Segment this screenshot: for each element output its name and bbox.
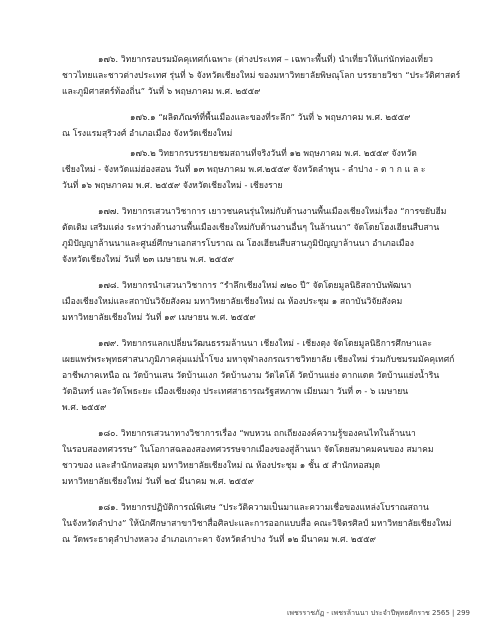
item-178-line-3: มหาวิทยาลัยเชียงใหม่ วันที่ ๑๙ เมษายน พ.ศ. ๒๕๕๙	[62, 313, 256, 323]
item-177-line-1: ๑๗๗. วิทยากรเสวนาวิชาการ เยาวชนคนรุ่นใหม่กับด้านงานพื้นเมืองเชียงใหม่เรื่อง “การขยับฮีม	[98, 207, 447, 217]
item-180-line-4: มหาวิทยาลัยเชียงใหม่ วันที่ ๒๔ มีนาคม พ.ศ. ๒๕๕๙	[62, 477, 254, 487]
item-180-line-1: ๑๘๐. วิทยากรเสวนาทางวิชาการเรื่อง “พบหวน ถกเถียงองค์ความรู้ของคนไทในล้านนา	[98, 429, 416, 439]
item-179-line-5: พ.ศ. ๒๕๕๙	[62, 403, 107, 413]
item-176-2-line-2: เชียงใหม่ - จังหวัดแม่ฮ่องสอน วันที่ ๑๓ พฤษภาคม พ.ศ.๒๕๕๙ จังหวัดลำพูน - ลำปาง - ต า ก แ ล ะ	[62, 165, 426, 175]
item-181-line-1: ๑๘๑. วิทยากรปฏิบัติการณ์พิเศษ “ประวัติความเป็นมาและความเชื่อของแหล่งโบราณสถาน	[98, 503, 429, 513]
item-179-line-3: อาชีพภาคเหนือ ณ วัดบ้านเสน วัดบ้านแงก วัดบ้านงาม วัดไตโต้ วัดบ้านแย่ง ตากแดด วัดบ้านแย่งน้ำริน	[62, 371, 440, 381]
item-180-line-3: ชาวของ และสำนักหอสมุด มหาวิทยาลัยเชียงใหม่ ณ ห้องประชุม ๑ ชั้น ๕ สำนักหอสมุด	[62, 461, 381, 471]
item-176-line-1: ๑๗๖. วิทยากรอบรมมัคคุเทศก์เฉพาะ (ต่างประเทศ – เฉพาะพื้นที่) นำเที่ยวให้แก่นักท่องเที่ยว	[98, 55, 433, 65]
item-178-line-2: เมืองเชียงใหม่และสถาบันวิจัยสังคม มหาวิทยาลัยเชียงใหม่ ณ ห้องประชุม ๑ สถาบันวิจัยสังคม	[62, 297, 403, 307]
item-177-line-3: ภูมิปัญญาล้านนาและศูนย์ศึกษาเอกสารโบราณ ณ โฮงเฮียนสืบสานภูมิปัญญาล้านนา อำเภอเมือง	[62, 239, 414, 249]
item-179-line-1: ๑๗๙. วิทยากรแลกเปลี่ยนวัฒนธรรมล้านนา เชียงใหม่ - เชียงตุง จัดโดยมูลนิธิการศึกษาและ	[98, 339, 432, 349]
page-footer: เพชรราชภัฏ - เพชรล้านนา ประจำปีพุทธศักราช 2565 | 299	[287, 609, 470, 617]
item-180-line-2: ในรอบสองทศวรรษ” ในโอกาสฉลองสองทศวรรษจากเมืองของสู่ล้านนา จัดโดยสมาคมคนของ สมาคม	[62, 445, 434, 455]
item-178-line-1: ๑๗๘. วิทยากรนำเสวนาวิชาการ “รำลึกเชียงใหม่ ๗๒๐ ปี” จัดโดยมูลนิธิสถาบันพัฒนา	[98, 281, 412, 291]
item-176-2-line-1: ๑๗๖.๒ วิทยากรบรรยายชมสถานที่จริงวันที่ ๑๒ พฤษภาคม พ.ศ. ๒๕๕๙ จังหวัด	[130, 149, 417, 159]
item-176-line-2: ชาวไทยและชาวต่างประเทศ รุ่นที่ ๖ จังหวัดเชียงใหม่ ของมหาวิทยาลัยพิษณุโลก บรรยายวิชา “ประวัติศาสตร์	[62, 71, 461, 81]
item-176-2-line-3: วันที่ ๑๖ พฤษภาคม พ.ศ. ๒๕๕๙ จังหวัดเชียงใหม่ - เชียงราย	[62, 181, 283, 191]
item-179-line-2: เผยแพร่พระพุทธศาสนาภูมิภาคลุ่มแม่น้ำโขง มหาจุฬาลงกรณราชวิทยาลัย เชียงใหม่ ร่วมกับชมรมมัคคุเทศก์	[62, 355, 455, 365]
item-177-line-2: ตัดเติม เสริมแต่ง ระหว่างด้านงานพื้นเมืองเชียงใหม่กับด้านงานอื่นๆ ในล้านนา” จัดโดยโฮงเฮียนสืบสาน	[62, 223, 440, 233]
item-176-1-line-2: ณ โรงแรมสุริวงศ์ อำเภอเมือง จังหวัดเชียงใหม่	[62, 129, 233, 139]
item-177-line-4: จังหวัดเชียงใหม่ วันที่ ๒๓ เมษายน พ.ศ. ๒๕๕๙	[62, 255, 234, 265]
item-181-line-3: ณ วัดพระธาตุลำปางหลวง อำเภอเกาะคา จังหวัดลำปาง วันที่ ๑๒ มีนาคม พ.ศ. ๒๕๕๙	[62, 535, 376, 545]
item-179-line-4: วัดอินทร์ และวัดโพธะยะ เมืองเชียงตุง ประเทศสาธารณรัฐสหภาพ เมียนมา วันที่ ๓ - ๖ เมษายน	[62, 387, 409, 397]
item-181-line-2: ในจังหวัดลำปาง” ให้นักศึกษาสาขาวิชาสื่อศิลปะและการออกแบบสื่อ คณะวิจิตรศิลป์ มหาวิทยาลัยเชียงใหม่	[62, 519, 452, 529]
item-176-line-3: และภูมิศาสตร์ท้องถิ่น” วันที่ ๖ พฤษภาคม พ.ศ. ๒๕๕๙	[62, 87, 261, 97]
item-176-1-line-1: ๑๗๖.๑ “ผลิตภัณฑ์ที่พื้นเมืองและของที่ระลึก” วันที่ ๖ พฤษภาคม พ.ศ. ๒๕๕๙	[130, 113, 411, 123]
